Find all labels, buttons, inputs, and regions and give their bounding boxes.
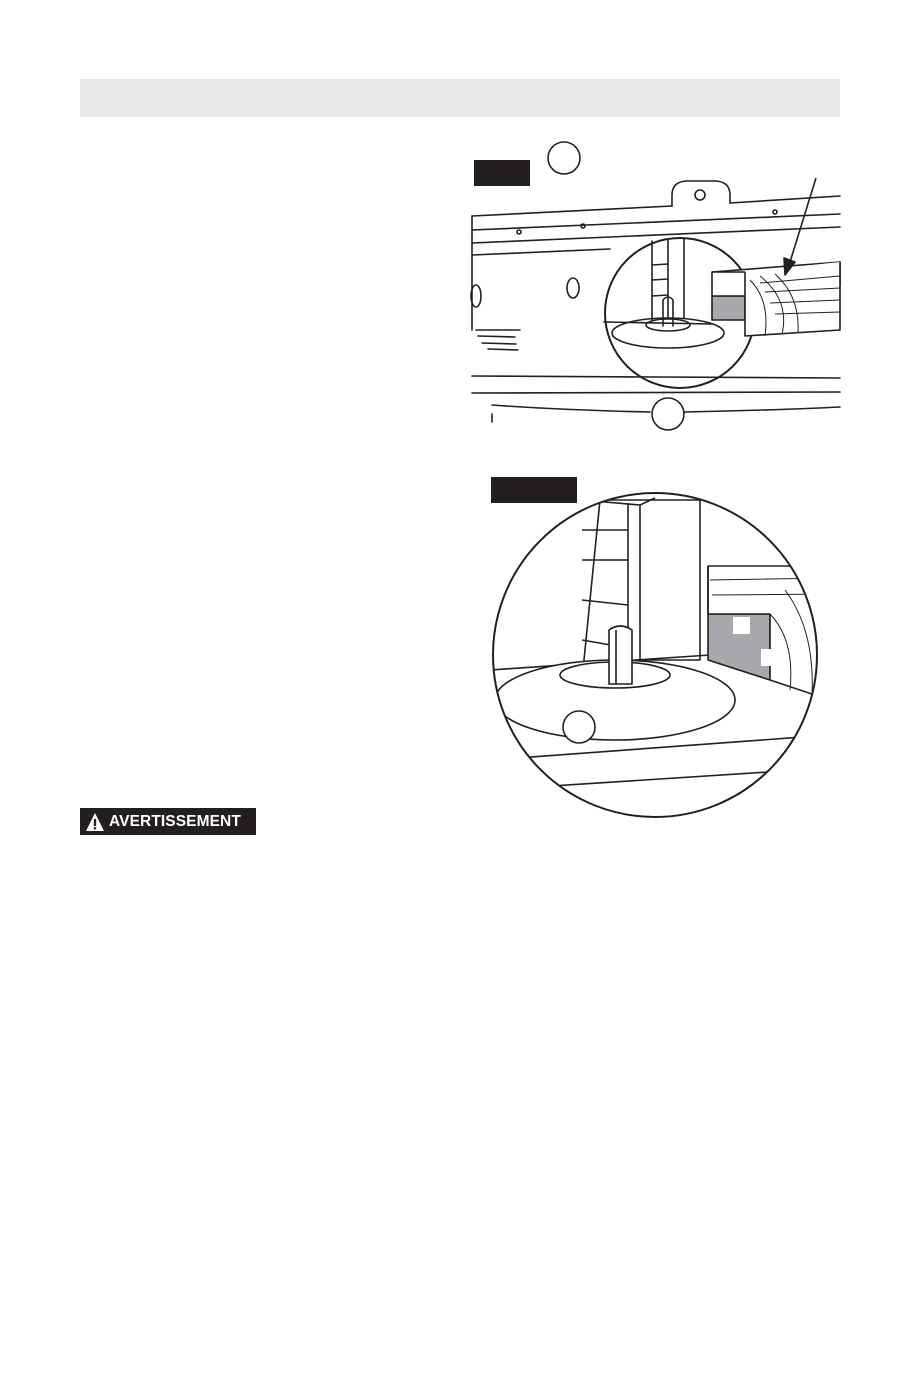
warning-label: AVERTISSEMENT <box>109 812 241 830</box>
callout-circle-top <box>548 142 580 174</box>
warning-badge <box>80 808 256 835</box>
callout-circle-bottom <box>652 398 684 430</box>
warning-triangle-icon <box>85 812 105 832</box>
